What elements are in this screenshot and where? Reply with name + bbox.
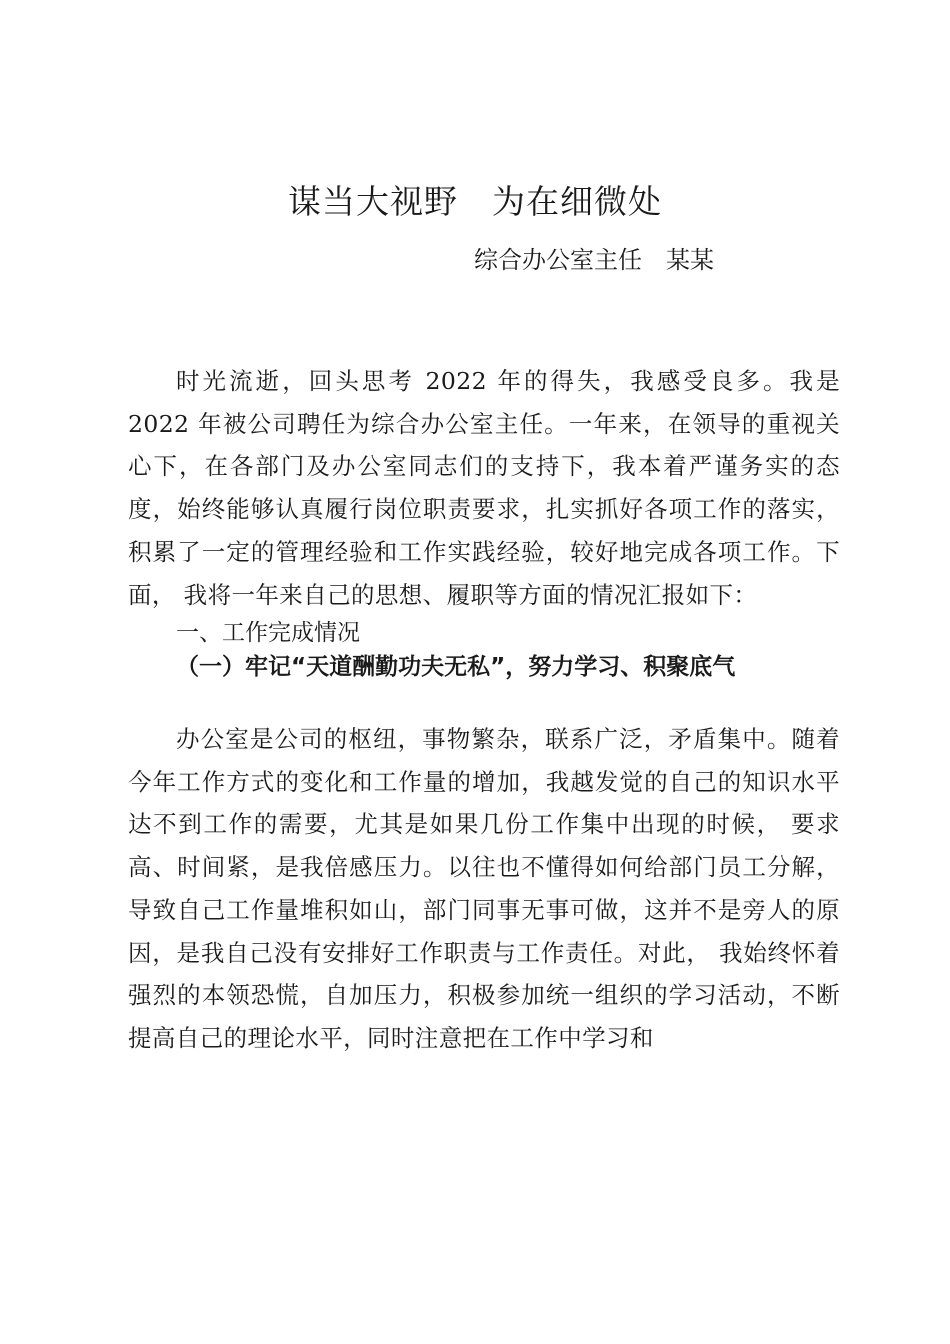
document-title: 谋当大视野 为在细微处 bbox=[288, 182, 662, 221]
document-author: 综合办公室主任 某某 bbox=[474, 246, 714, 274]
paragraph-body: 办公室是公司的枢纽，事物繁杂，联系广泛，矛盾集中。随着今年工作方式的变化和工作量的增加，我越发觉的自己的知识水平达不到工作的需要，尤其是如果几份工作集中出现的时候， 要求高、时间紧，是我倍感压力。以往也不懂得如何给部门员工分解，导致自己工作量堆积如山，部门同事无事可做，这并不是旁人的原因，是我自己没有安排好工作职责与工作责任。对此， 我始终怀着强烈的本领恐慌，自加压力，积极参加统一组织的学习活动，不断提高自己的理论水平，同时注意把在工作中学习和 bbox=[128, 725, 840, 1052]
subsection-heading: （一）牢记“天道酬勤功夫无私”，努力学习、积聚底气 bbox=[176, 654, 736, 680]
paragraph-intro: 时光流逝，回头思考 2022 年的得失，我感受良多。我是 2022 年被公司聘任为综合办公室主任。一年来，在领导的重视关心下，在各部门及办公室同志们的支持下，我本着严谨务实的态度，始终能够认真履行岗位职责要求，扎实抓好各项工作的落实，积累了一定的管理经验和工作实践经验，较好地完成各项工作。下面， 我将一年来自己的思想、履职等方面的情况汇报如下： bbox=[128, 367, 840, 609]
section-heading: 一、工作完成情况 bbox=[176, 620, 360, 646]
